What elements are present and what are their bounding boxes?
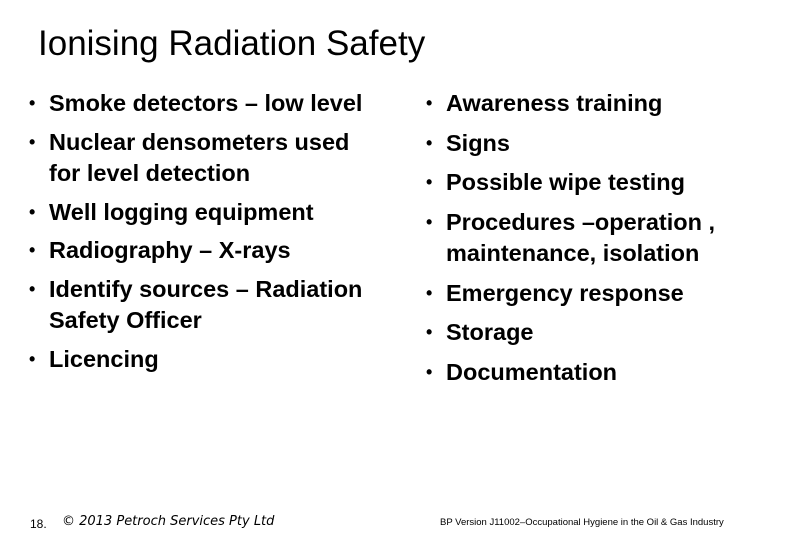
bullet-text: Identify sources – Radiation Safety Officer	[49, 275, 363, 333]
bullet-icon: •	[29, 201, 36, 222]
bullet-text: Documentation	[446, 358, 618, 385]
list-item	[424, 88, 794, 120]
slide-title: Ionising Radiation Safety	[38, 24, 426, 63]
bullet-icon: •	[29, 240, 36, 260]
bullet-icon: •	[426, 172, 433, 192]
bullet-icon: •	[426, 93, 433, 113]
bullet-text: Well logging equipment	[49, 198, 314, 225]
bullet-icon: •	[426, 361, 433, 382]
bullet-text: Radiography – X-rays	[49, 237, 291, 263]
bullet-text: Smoke detectors – low level	[49, 90, 363, 116]
list-item	[27, 274, 382, 337]
bullet-text: Nuclear densometers used for level detection	[49, 128, 350, 186]
list-item	[424, 278, 794, 310]
bullet-text: Storage	[446, 319, 534, 345]
bullet-icon: •	[426, 322, 433, 342]
list-item	[27, 88, 382, 120]
version-footer: BP Version J11002–Occupational Hygiene in the Oil & Gas Industry	[440, 517, 724, 528]
bullet-text: Licencing	[49, 345, 159, 372]
bullet-text: Emergency response	[446, 279, 684, 306]
list-item	[424, 167, 794, 199]
bullet-text: Awareness training	[446, 90, 663, 116]
bullet-text: Signs	[446, 129, 510, 156]
list-item	[424, 207, 794, 270]
page-number: 18.	[30, 517, 47, 531]
bullet-icon: •	[29, 348, 36, 369]
bullet-icon: •	[29, 131, 36, 152]
list-item	[27, 127, 382, 190]
list-item	[424, 317, 794, 349]
bullet-text: Procedures –operation , maintenance, isolation	[446, 208, 716, 266]
bullet-icon: •	[426, 132, 433, 153]
bullet-icon: •	[29, 93, 36, 113]
list-item	[27, 197, 382, 229]
copyright-notice: © 2013 Petroch Services Pty Ltd	[62, 514, 275, 529]
bullet-icon: •	[426, 282, 433, 303]
list-item	[27, 235, 382, 267]
bullet-icon: •	[426, 211, 433, 232]
left-bullet-list	[27, 88, 382, 382]
list-item	[424, 128, 794, 160]
list-item	[27, 344, 382, 376]
bullet-icon: •	[29, 278, 36, 299]
bullet-text: Possible wipe testing	[446, 169, 685, 195]
right-bullet-list	[424, 88, 794, 396]
list-item	[424, 357, 794, 389]
